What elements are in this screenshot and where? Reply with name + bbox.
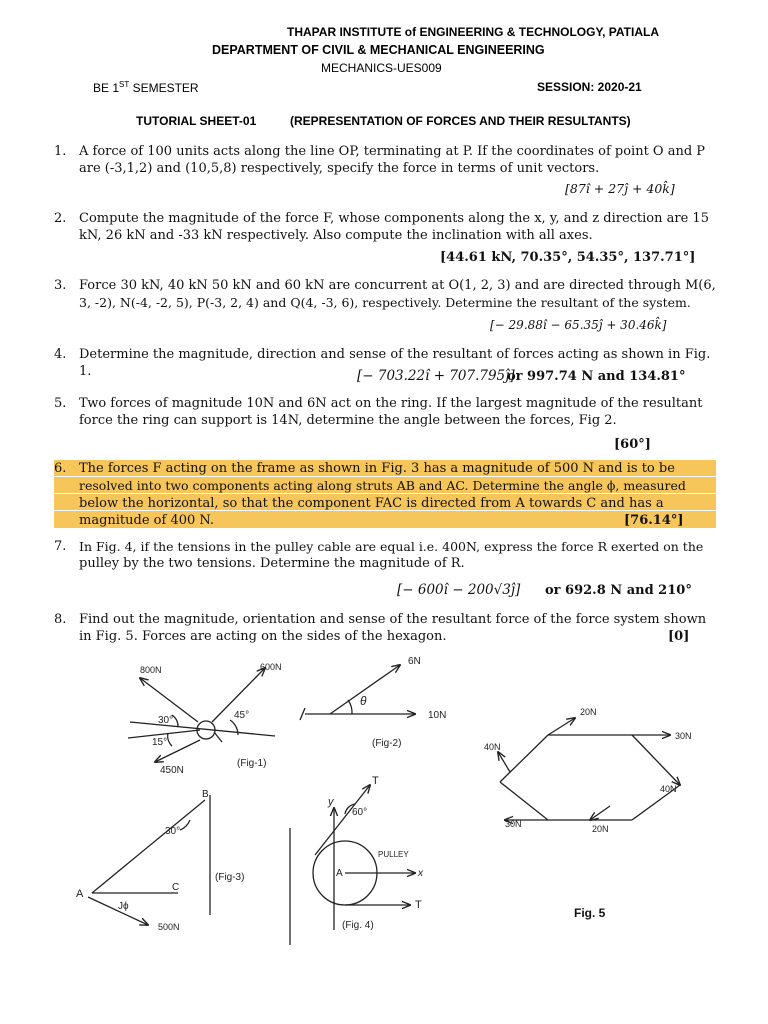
figure-3 bbox=[88, 795, 210, 925]
figure-5 bbox=[498, 718, 680, 820]
question-line: below the horizontal, so that the component FAC is directed from A towards C and has a bbox=[79, 495, 664, 511]
semester-text: BE 1 bbox=[93, 81, 120, 95]
answer-7-math: [− 600î − 200√3ĵ] bbox=[397, 582, 521, 598]
fig1-force-label: 800N bbox=[140, 665, 162, 675]
fig5-force-label: 40N bbox=[660, 784, 677, 794]
fig5-force-label: 40N bbox=[484, 742, 501, 752]
question-number: 8. bbox=[54, 612, 67, 627]
course-code: MECHANICS-UES009 bbox=[321, 61, 442, 75]
fig3-point: B bbox=[202, 789, 209, 800]
question-line: resolved into two components acting along struts AB and AC. Determine the angle ϕ, measured bbox=[79, 478, 686, 494]
question-number: 6. bbox=[54, 461, 67, 476]
answer-5: [60°] bbox=[614, 437, 651, 452]
fig5-force-label: 20N bbox=[580, 707, 597, 717]
fig5-force-label: 30N bbox=[505, 819, 522, 829]
force-20n-bottom bbox=[590, 806, 610, 820]
fig1-caption: (Fig-1) bbox=[237, 758, 267, 769]
reference-line bbox=[130, 722, 275, 736]
question-line: kN, 26 kN and -33 kN respectively. Also compute the inclination with all axes. bbox=[79, 228, 593, 244]
fig1-force-label: 600N bbox=[260, 662, 282, 672]
figure-1 bbox=[128, 668, 275, 762]
semester-rest: SEMESTER bbox=[129, 81, 199, 95]
question-line: force the ring can support is 14N, determine the angle between the forces, Fig 2. bbox=[79, 413, 617, 429]
fig4-label: A bbox=[336, 868, 343, 879]
fig4-label: y bbox=[328, 796, 334, 808]
institute-prefix: THAPAR bbox=[287, 25, 337, 39]
figure-2 bbox=[300, 665, 415, 720]
fig3-phi-label: Jϕ bbox=[118, 901, 129, 912]
fig4-label: PULLEY bbox=[378, 850, 409, 859]
fig3-point: C bbox=[172, 882, 180, 893]
question-line: Compute the magnitude of the force F, whose components along the x, y, and z direction are 15 bbox=[79, 211, 709, 226]
hex-left-upper bbox=[500, 735, 548, 782]
semester-sup: ST bbox=[119, 80, 130, 89]
question-line: Force 30 kN, 40 kN 50 kN and 60 kN are concurrent at O(1, 2, 3) and are directed through M(6, bbox=[79, 278, 716, 293]
answer-4-math: [− 703.22î + 707.795ĵ] bbox=[357, 368, 515, 384]
fig1-angle-label: 15° bbox=[152, 737, 168, 748]
fig4-label: T bbox=[415, 899, 422, 911]
answer-1: [87î + 27ĵ + 40k̂] bbox=[565, 181, 675, 196]
question-number: 4. bbox=[54, 347, 67, 362]
question-line: Two forces of magnitude 10N and 6N act on the ring. If the largest magnitude of the resultant bbox=[79, 396, 703, 411]
angle-arc bbox=[348, 700, 352, 714]
question-number: 1. bbox=[54, 144, 67, 159]
fig4-label: 60° bbox=[352, 807, 368, 818]
fig5-caption: Fig. 5 bbox=[574, 906, 606, 920]
question-line: Determine the magnitude, direction and sense of the resultant of forces acting as shown in Fig. bbox=[79, 347, 711, 362]
fig5-force-label: 30N bbox=[675, 731, 692, 741]
fig5-force-label: 20N bbox=[592, 824, 609, 834]
sheet-title: TUTORIAL SHEET-01 bbox=[136, 114, 257, 128]
fig1-force-label: 450N bbox=[160, 765, 184, 776]
answer-7: or 692.8 N and 210° bbox=[545, 583, 692, 598]
answer-3: [− 29.88î − 65.35ĵ + 30.46k̂] bbox=[490, 318, 667, 332]
question-line: 3, -2), N(-4, -2, 5), P(-3, 2, 4) and Q(4, -3, 6), respectively. Determine the resultant of the system. bbox=[79, 295, 691, 311]
fig4-label: x bbox=[418, 868, 423, 879]
hex-left-lower bbox=[500, 782, 548, 820]
question-number: 3. bbox=[54, 278, 67, 293]
question-line: In Fig. 4, if the tensions in the pulley cable are equal i.e. 400N, express the force R exerted on the bbox=[79, 539, 704, 554]
question-line: The forces F acting on the frame as shown in Fig. 3 has a magnitude of 500 N and is to be bbox=[79, 461, 675, 476]
question-number: 2. bbox=[54, 211, 67, 226]
angle-arc bbox=[180, 820, 190, 830]
fig4-label: T bbox=[372, 775, 379, 787]
fig3-point: A bbox=[76, 888, 84, 900]
question-line: 1. bbox=[79, 364, 92, 380]
institute-rest: INSTITUTE of ENGINEERING & TECHNOLOGY, PATIALA bbox=[339, 25, 660, 39]
session: SESSION: 2020-21 bbox=[537, 80, 642, 94]
fig2-force-label: 6N bbox=[408, 656, 421, 667]
fig2-angle-label: θ bbox=[360, 694, 367, 708]
angle-arc bbox=[168, 733, 172, 746]
question-number: 5. bbox=[54, 396, 67, 411]
force-40n-left bbox=[498, 752, 510, 772]
answer-2: [44.61 kN, 70.35°, 54.35°, 137.71°] bbox=[440, 250, 696, 265]
department-title: DEPARTMENT OF CIVIL & MECHANICAL ENGINEERING bbox=[212, 43, 545, 57]
question-line: are (-3,1,2) and (10,5,8) respectively, specify the force in terms of unit vectors. bbox=[79, 161, 600, 177]
answer-8: [0] bbox=[668, 629, 690, 644]
question-number: 7. bbox=[54, 539, 67, 554]
strut-ab bbox=[92, 800, 205, 893]
force-40n-right bbox=[632, 735, 680, 785]
sheet-topic: (REPRESENTATION OF FORCES AND THEIR RESULTANTS) bbox=[290, 114, 631, 128]
question-line: Find out the magnitude, orientation and sense of the resultant force of the force system shown bbox=[79, 612, 707, 627]
fig4-caption: (Fig. 4) bbox=[342, 920, 374, 931]
question-line: magnitude of 400 N. bbox=[79, 512, 215, 528]
fig2-force-label: 10N bbox=[428, 710, 447, 721]
support bbox=[214, 732, 222, 742]
question-line: in Fig. 5. Forces are acting on the sides of the hexagon. bbox=[79, 629, 447, 645]
answer-4: or 997.74 N and 134.81° bbox=[507, 369, 686, 384]
question-line: A force of 100 units acts along the line OP, terminating at P. If the coordinates of point O and P bbox=[79, 144, 706, 159]
tension-upper bbox=[315, 785, 370, 855]
fig2-caption: (Fig-2) bbox=[372, 738, 402, 749]
fig3-angle-label: 30° bbox=[165, 826, 181, 837]
fig3-caption: (Fig-3) bbox=[215, 872, 245, 883]
fig1-angle-label: 45° bbox=[234, 710, 250, 721]
question-line: pulley by the two tensions. Determine the magnitude of R. bbox=[79, 556, 465, 572]
force-20n-top bbox=[548, 718, 575, 735]
fig1-angle-label: 30° bbox=[158, 715, 174, 726]
answer-6: [76.14°] bbox=[624, 513, 684, 528]
fig3-force-label: 500N bbox=[158, 922, 180, 932]
